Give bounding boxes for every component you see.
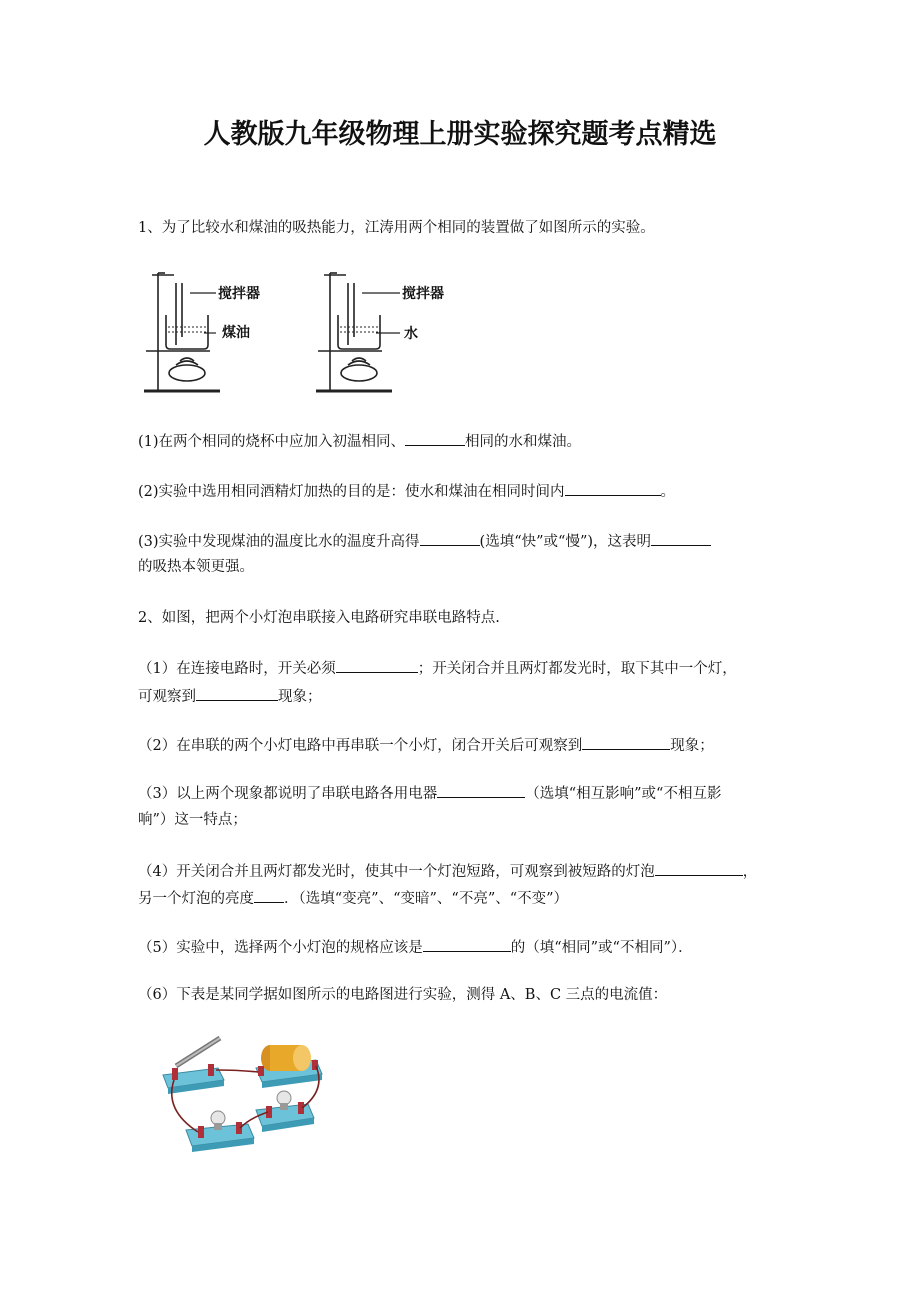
series-circuit-photo	[158, 1030, 328, 1165]
q1-part2-text-a: (2)实验中选用相同酒精灯加热的目的是：使水和煤油在相同时间内	[138, 484, 565, 500]
q2-sub4-text-b: ，	[742, 864, 758, 880]
q1-part2	[138, 480, 675, 502]
q2-sub2-blank[interactable]	[582, 734, 670, 750]
q2-sub5-text-b: 的（填“相同”或“不相同”）．	[510, 940, 693, 956]
q2-sub1-text-b: ；开关闭合并且两灯都发光时，取下其中一个灯，	[417, 661, 737, 677]
q2-sub6: （6）下表是某同学据如图所示的电路图进行实验，测得 A、B、C 三点的电流值：	[138, 987, 668, 1003]
q1-part1	[138, 430, 581, 452]
q2-sub3-blank[interactable]	[437, 782, 525, 798]
heating-apparatus-figure	[138, 265, 468, 405]
q2-sub4	[138, 860, 757, 882]
q1-part3	[138, 530, 711, 552]
q2-sub4-text-d: ．（选填“变亮”、“变暗”、“不亮”、“不变”）	[284, 891, 569, 907]
q2-sub3-text-a: （3）以上两个现象都说明了串联电路各用电器	[138, 786, 438, 802]
q2-sub3	[138, 782, 721, 804]
lamp-2	[256, 1091, 314, 1132]
q1-part2-text-b: 。	[660, 484, 676, 500]
q2-sub2-text-a: （2）在串联的两个小灯电路中再串联一个小灯，闭合开关后可观察到	[138, 738, 583, 754]
left-liquid-label: 煤油	[222, 325, 250, 341]
q2-sub5-text-a: （5）实验中，选择两个小灯泡的规格应该是	[138, 940, 423, 956]
q2-sub3-cont: 响”）这一特点；	[138, 812, 247, 828]
q2-sub1	[138, 657, 737, 679]
q2-sub4-text-a: （4）开关闭合并且两灯都发光时，使其中一个灯泡短路，可观察到被短路的灯泡	[138, 864, 655, 880]
q2-sub4-cont	[138, 887, 568, 909]
q2-sub2	[138, 734, 714, 756]
q2-sub1-cont	[138, 685, 322, 707]
left-apparatus	[144, 273, 220, 391]
q2-sub2-text-b: 现象；	[670, 738, 714, 754]
q1-part2-blank[interactable]	[565, 480, 661, 496]
q1-part3-blank-2[interactable]	[651, 530, 711, 546]
q1-part3-blank-1[interactable]	[420, 530, 480, 546]
q2-sub5	[138, 936, 693, 958]
q2-sub4-text-c: 另一个灯泡的亮度	[138, 891, 254, 907]
left-stirrer-label: 搅拌器	[218, 286, 260, 302]
q2-stem: 2、如图，把两个小灯泡串联接入电路研究串联电路特点.	[138, 610, 500, 626]
q1-stem: 1、为了比较水和煤油的吸热能力，江涛用两个相同的装置做了如图所示的实验。	[138, 220, 655, 236]
q1-part1-text-a: (1)在两个相同的烧杯中应加入初温相同、	[138, 434, 406, 450]
q1-part3-text-a: (3)实验中发现煤油的温度比水的温度升高得	[138, 534, 420, 550]
q2-sub1-blank-2[interactable]	[196, 685, 278, 701]
q2-sub3-text-b: （选填“相互影响”或“不相互影	[525, 786, 722, 802]
q2-sub4-blank-1[interactable]	[655, 860, 743, 876]
q1-part1-blank[interactable]	[405, 430, 465, 446]
q2-sub1-text-c: 可观察到	[138, 689, 196, 705]
q2-sub1-text-a: （1）在连接电路时，开关必须	[138, 661, 336, 677]
q2-sub5-blank[interactable]	[423, 936, 511, 952]
page-title: 人教版九年级物理上册实验探究题考点精选	[203, 119, 717, 150]
right-liquid-label: 水	[404, 326, 418, 342]
right-stirrer-label: 搅拌器	[402, 286, 444, 302]
right-apparatus	[316, 273, 400, 391]
q1-part1-text-b: 相同的水和煤油。	[465, 434, 582, 450]
q2-sub1-blank-1[interactable]	[336, 657, 418, 673]
battery	[256, 1045, 322, 1088]
q2-sub1-text-d: 现象；	[278, 689, 322, 705]
q2-sub4-blank-2[interactable]	[254, 887, 284, 903]
q1-part3-cont: 的吸热本领更强。	[138, 559, 254, 575]
q1-part3-text-b: (选填“快”或“慢”)，这表明	[479, 534, 652, 550]
